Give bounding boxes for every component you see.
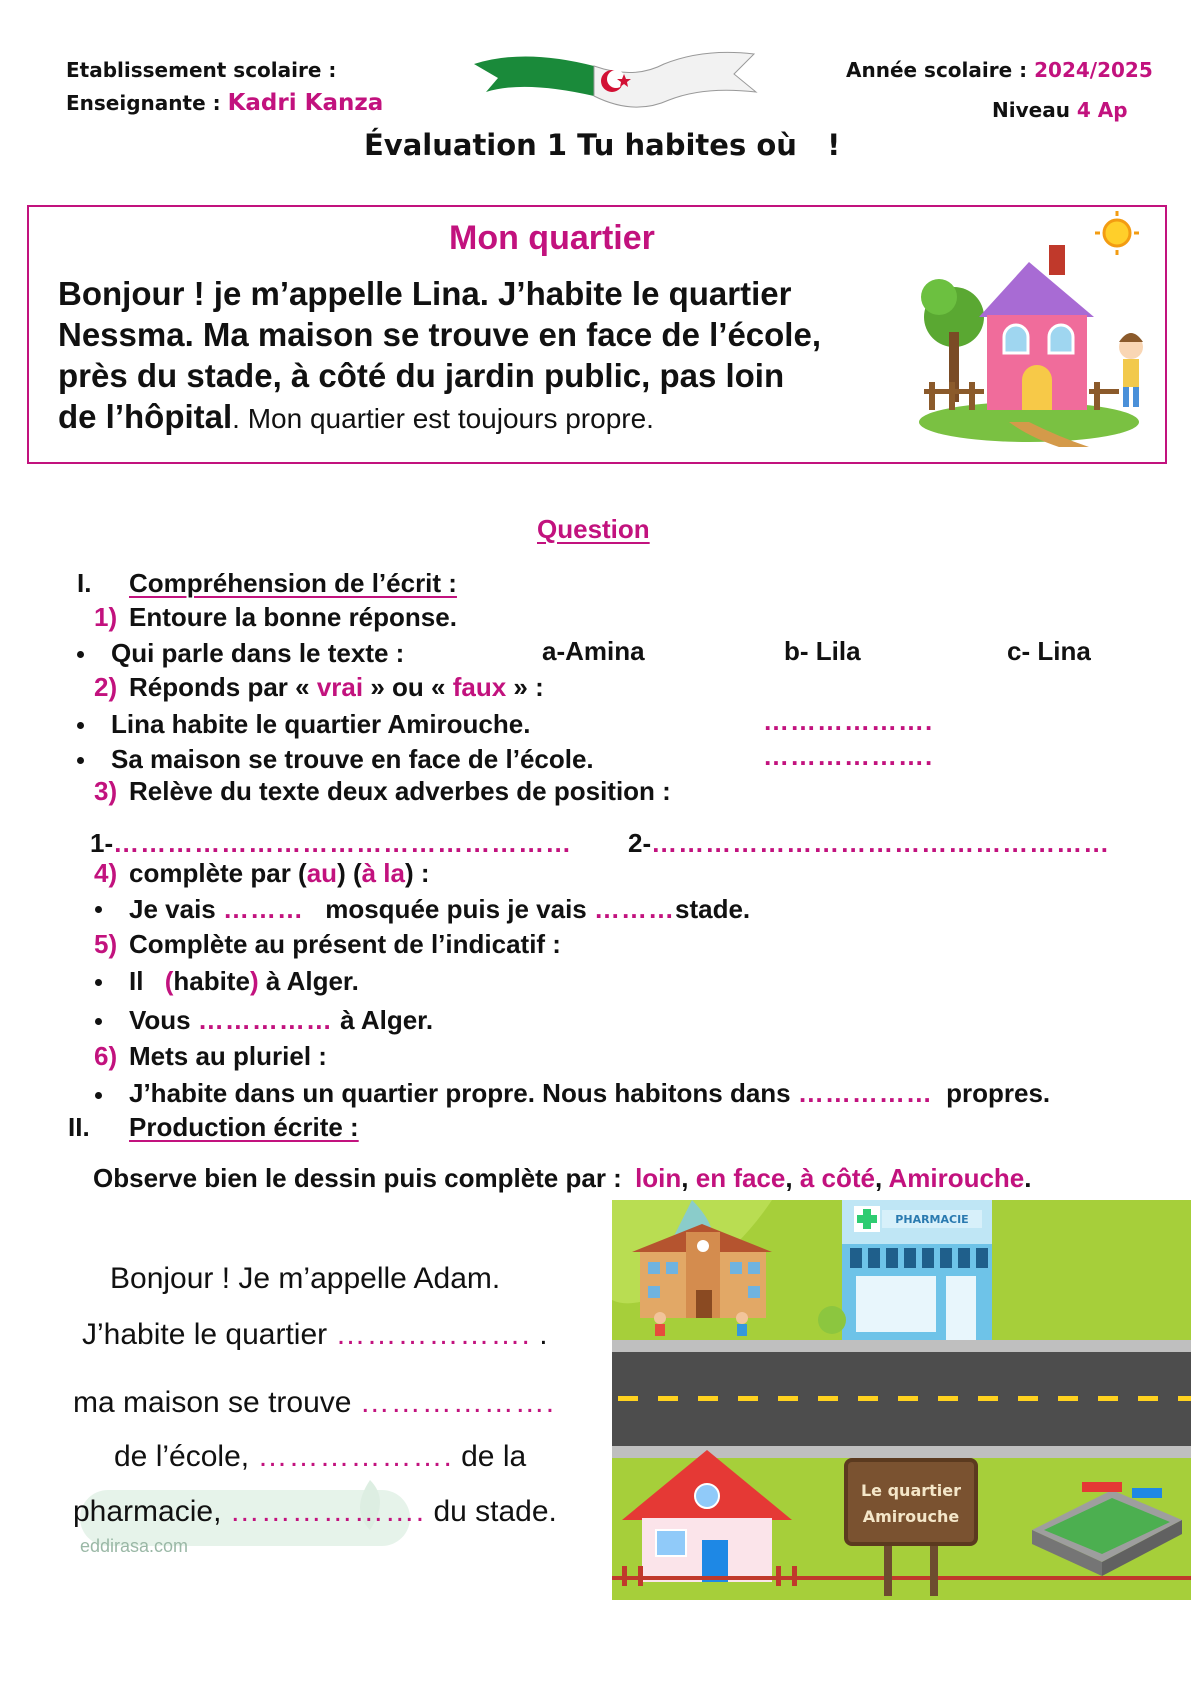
q6-item bbox=[129, 1078, 1050, 1109]
q4-au: au bbox=[306, 858, 338, 888]
reading-line-4-rest: . Mon quartier est toujours propre. bbox=[232, 403, 654, 434]
road-markings bbox=[618, 1396, 1191, 1401]
q1-option-c: c- Lina bbox=[1007, 636, 1091, 666]
q4-number: 4) bbox=[94, 858, 118, 888]
production-line-2-pre: J’habite le quartier bbox=[82, 1318, 328, 1351]
level-line bbox=[992, 98, 1128, 122]
q3-answer-2[interactable] bbox=[628, 828, 1110, 859]
reading-line-4-bold: de l’hôpital bbox=[58, 398, 233, 435]
q2-item-1: Lina habite le quartier Amirouche. bbox=[111, 709, 531, 739]
section-1-number: I. bbox=[77, 568, 92, 598]
reading-title: Mon quartier bbox=[449, 219, 655, 257]
q1-option-b: b- Lila bbox=[784, 636, 861, 666]
q2-text bbox=[129, 672, 544, 703]
q5-text: Complète au présent de l’indicatif : bbox=[129, 929, 561, 959]
q2-item-2: Sa maison se trouve en face de l’école. bbox=[111, 744, 594, 774]
q6-post: propres. bbox=[946, 1078, 1051, 1108]
teacher-label: Enseignante : bbox=[66, 91, 221, 115]
q4-pre: complète par ( bbox=[129, 858, 307, 888]
bullet bbox=[95, 1018, 102, 1025]
q5-i1-pre: Il bbox=[129, 966, 144, 996]
reading-line-2: Nessma. Ma maison se trouve en face de l’école, bbox=[58, 316, 821, 353]
q2-answer-2[interactable]: ………………. bbox=[763, 741, 934, 771]
q3-number: 3) bbox=[94, 776, 118, 806]
reading-line-4 bbox=[58, 398, 654, 436]
level-label: Niveau bbox=[992, 98, 1070, 122]
q6-blank[interactable]: …………… bbox=[797, 1078, 933, 1108]
reading-frame bbox=[27, 205, 1167, 464]
q2-pre: Réponds par « bbox=[129, 672, 310, 702]
pharmacy-building bbox=[818, 1200, 992, 1340]
year-value: 2024/2025 bbox=[1034, 58, 1153, 82]
q4-item bbox=[129, 894, 750, 925]
pharmacy-sign: PHARMACIE bbox=[895, 1213, 969, 1226]
q5-i1-open: ( bbox=[164, 966, 174, 996]
bullet bbox=[77, 757, 84, 764]
production-line-1: Bonjour ! Je m’appelle Adam. bbox=[110, 1262, 501, 1295]
q5-item-2 bbox=[129, 1005, 433, 1036]
production-blank-quartier[interactable]: ………………. bbox=[335, 1318, 531, 1351]
production-line-4 bbox=[114, 1440, 526, 1474]
word-loin: loin bbox=[635, 1163, 682, 1193]
production-line-2 bbox=[82, 1318, 548, 1352]
reading-line-3: près du stade, à côté du jardin public, pas loin bbox=[58, 357, 785, 394]
q3-answer-1[interactable] bbox=[90, 828, 572, 859]
sign-line-1: Le quartier bbox=[860, 1481, 962, 1500]
q5-number: 5) bbox=[94, 929, 118, 959]
q3-answer-2-label: 2- bbox=[628, 828, 652, 858]
q2-faux: faux bbox=[452, 672, 507, 702]
section-2-number: II. bbox=[68, 1112, 90, 1142]
section-2-title: Production écrite : bbox=[129, 1112, 359, 1142]
q6-sentence: J’habite dans un quartier propre. Nous habitons dans bbox=[129, 1078, 791, 1108]
q4-text bbox=[129, 858, 430, 889]
bullet bbox=[77, 722, 84, 729]
q4-blank-2[interactable]: ……… bbox=[594, 894, 676, 924]
q4-s1: Je vais bbox=[129, 894, 216, 924]
q3-answer-1-label: 1- bbox=[90, 828, 114, 858]
year-label: Année scolaire : bbox=[846, 58, 1028, 82]
q4-post: ) : bbox=[404, 858, 430, 888]
teacher-name: Kadri Kanza bbox=[227, 90, 384, 116]
q4-mid: ) ( bbox=[337, 858, 362, 888]
q3-answer-2-dots: …………………………………………… bbox=[651, 828, 1111, 858]
production-line-5 bbox=[73, 1495, 557, 1529]
bullet bbox=[95, 979, 102, 986]
word-a-cote: à côté bbox=[799, 1163, 875, 1193]
production-line-5-post: du stade. bbox=[433, 1495, 557, 1528]
level-value: 4 Ap bbox=[1076, 98, 1128, 122]
q6-text: Mets au pluriel : bbox=[129, 1041, 327, 1071]
q3-answer-1-dots: …………………………………………… bbox=[113, 828, 573, 858]
school-label: Etablissement scolaire : bbox=[66, 58, 337, 82]
q2-vrai: vrai bbox=[316, 672, 364, 702]
bullet bbox=[77, 651, 84, 658]
reading-line-1: Bonjour ! je m’appelle Lina. J’habite le quartier bbox=[58, 275, 792, 312]
bullet bbox=[95, 906, 102, 913]
q4-s3: stade. bbox=[675, 894, 751, 924]
q5-i2-pre: Vous bbox=[129, 1005, 191, 1035]
production-line-4-post: de la bbox=[461, 1440, 527, 1473]
production-line-2-post: . bbox=[539, 1318, 548, 1351]
q5-i1-close: ) bbox=[249, 966, 259, 996]
house-illustration bbox=[909, 207, 1159, 457]
q5-i1-post: à Alger. bbox=[265, 966, 359, 996]
q6-number: 6) bbox=[94, 1041, 118, 1071]
q2-post: » : bbox=[513, 672, 544, 702]
production-instruction: Observe bien le dessin puis complète par : loin, en face, à côté, Amirouche. bbox=[93, 1163, 1032, 1193]
sign-line-2: Amirouche bbox=[862, 1507, 960, 1526]
teacher-line bbox=[66, 90, 383, 116]
q1-option-a: a-Amina bbox=[542, 636, 645, 666]
neighbourhood-illustration bbox=[612, 1200, 1191, 1600]
watermark-site: eddirasa.com bbox=[80, 1536, 189, 1556]
q4-a-la: à la bbox=[361, 858, 405, 888]
section-1-title: Compréhension de l’écrit : bbox=[129, 568, 457, 598]
q5-i2-post: à Alger. bbox=[340, 1005, 434, 1035]
year-line bbox=[846, 58, 1153, 82]
production-blank-position-2[interactable]: ………………. bbox=[257, 1440, 453, 1473]
production-line-3-pre: ma maison se trouve bbox=[73, 1386, 352, 1419]
production-line-5-pre: pharmacie, bbox=[73, 1495, 222, 1528]
q4-s2: mosquée puis je vais bbox=[325, 894, 587, 924]
word-amirouche: Amirouche bbox=[888, 1163, 1025, 1193]
page-title: Évaluation 1 Tu habites où ! bbox=[364, 128, 841, 162]
q5-blank[interactable]: …………… bbox=[197, 1005, 333, 1035]
algeria-flag-icon bbox=[464, 36, 764, 120]
q1-item: Qui parle dans le texte : bbox=[111, 638, 405, 668]
q1-text: Entoure la bonne réponse. bbox=[129, 602, 457, 632]
word-en-face: en face bbox=[695, 1163, 786, 1193]
production-blank-position-3[interactable]: ………………. bbox=[229, 1495, 426, 1528]
production-line-3 bbox=[73, 1386, 555, 1420]
production-line-4-pre: de l’école, bbox=[114, 1440, 250, 1473]
q2-mid: » ou « bbox=[370, 672, 446, 702]
q5-item-1 bbox=[129, 966, 359, 997]
production-blank-position-1[interactable]: ………………. bbox=[359, 1386, 556, 1419]
instruction-text: Observe bien le dessin puis complète par : bbox=[93, 1163, 622, 1193]
q1-number: 1) bbox=[94, 602, 118, 632]
q5-i1-word: habite bbox=[173, 966, 250, 996]
bullet bbox=[95, 1092, 102, 1099]
q4-blank-1[interactable]: ……… bbox=[222, 894, 304, 924]
q3-text: Relève du texte deux adverbes de position : bbox=[129, 776, 671, 806]
q2-number: 2) bbox=[94, 672, 118, 702]
q2-answer-1[interactable]: ………………. bbox=[763, 706, 934, 736]
questions-heading: Question bbox=[537, 514, 650, 544]
